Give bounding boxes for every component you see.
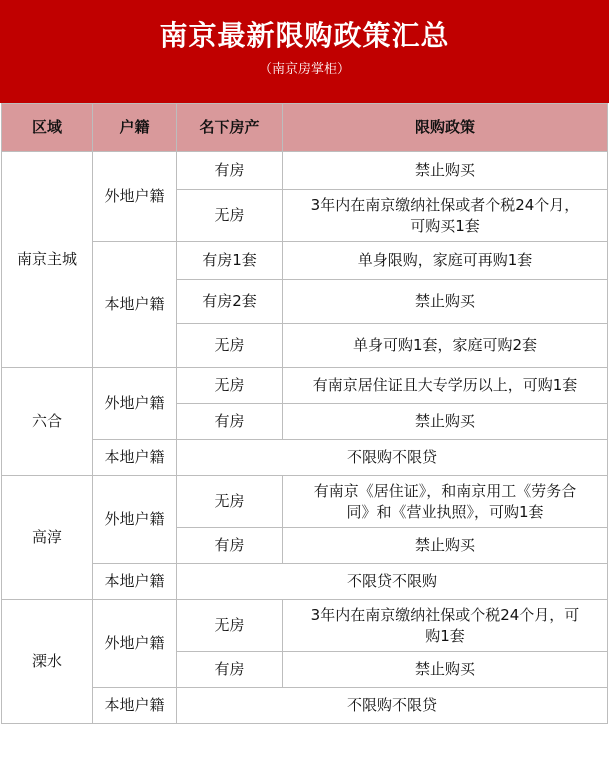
- hukou-cell: 外地户籍: [93, 368, 177, 440]
- region-cell: 六合: [2, 368, 93, 476]
- table-row: [2, 368, 608, 404]
- property-cell: 有房: [177, 152, 283, 190]
- policy-line: 有南京《居住证》，和南京用工《劳务合: [313, 481, 577, 500]
- column-header-hukou: 户籍: [93, 104, 177, 152]
- policy-line: 3年内在南京缴纳社保或个税24个月，可: [310, 605, 580, 624]
- policy-cell: 禁止购买: [283, 528, 608, 564]
- policy-cell: [283, 600, 608, 652]
- policy-cell: [283, 190, 608, 242]
- header-row: [2, 104, 608, 152]
- policy-table: [1, 103, 608, 724]
- table-row: [2, 476, 608, 528]
- table-row: [2, 152, 608, 190]
- column-header-property: 名下房产: [177, 104, 283, 152]
- hukou-cell: 外地户籍: [93, 600, 177, 688]
- hukou-cell: 本地户籍: [93, 242, 177, 368]
- merged-policy-cell: 不限购不限贷: [177, 688, 608, 724]
- hukou-cell: 本地户籍: [93, 688, 177, 724]
- property-cell: 有房: [177, 652, 283, 688]
- hukou-cell: 本地户籍: [93, 440, 177, 476]
- merged-policy-cell: 不限购不限贷: [177, 440, 608, 476]
- property-cell: 无房: [177, 600, 283, 652]
- policy-line: 可购买1套: [410, 216, 480, 235]
- column-header-region: 区域: [2, 104, 93, 152]
- region-cell: 南京主城: [2, 152, 93, 368]
- source-label: （南京房掌柜）: [258, 62, 350, 77]
- policy-cell: [283, 476, 608, 528]
- policy-line: 购1套: [425, 626, 465, 645]
- property-cell: 有房1套: [177, 242, 283, 280]
- policy-cell: 有南京居住证且大专学历以上，可购1套: [283, 368, 608, 404]
- property-cell: 无房: [177, 190, 283, 242]
- table-row: [2, 600, 608, 652]
- table-row: [2, 440, 608, 476]
- table-row: [2, 564, 608, 600]
- property-cell: 有房: [177, 528, 283, 564]
- property-cell: 有房: [177, 404, 283, 440]
- policy-cell: 单身限购，家庭可再购1套: [283, 242, 608, 280]
- property-cell: 无房: [177, 324, 283, 368]
- hukou-cell: 本地户籍: [93, 564, 177, 600]
- policy-cell: 禁止购买: [283, 280, 608, 324]
- region-cell: 溧水: [2, 600, 93, 724]
- title-banner: [0, 0, 609, 103]
- hukou-cell: 外地户籍: [93, 152, 177, 242]
- table-row: [2, 242, 608, 280]
- policy-cell: 禁止购买: [283, 404, 608, 440]
- column-header-policy: 限购政策: [283, 104, 608, 152]
- policy-line: 同》和《营业执照》，可购1套: [346, 502, 544, 521]
- region-cell: 高淳: [2, 476, 93, 600]
- policy-cell: 禁止购买: [283, 652, 608, 688]
- property-cell: 有房2套: [177, 280, 283, 324]
- property-cell: 无房: [177, 476, 283, 528]
- page-title: 南京最新限购政策汇总: [159, 19, 450, 52]
- policy-line: 3年内在南京缴纳社保或者个税24个月，: [310, 195, 580, 214]
- policy-cell: 禁止购买: [283, 152, 608, 190]
- hukou-cell: 外地户籍: [93, 476, 177, 564]
- property-cell: 无房: [177, 368, 283, 404]
- table-row: [2, 688, 608, 724]
- merged-policy-cell: 不限贷不限购: [177, 564, 608, 600]
- policy-cell: 单身可购1套，家庭可购2套: [283, 324, 608, 368]
